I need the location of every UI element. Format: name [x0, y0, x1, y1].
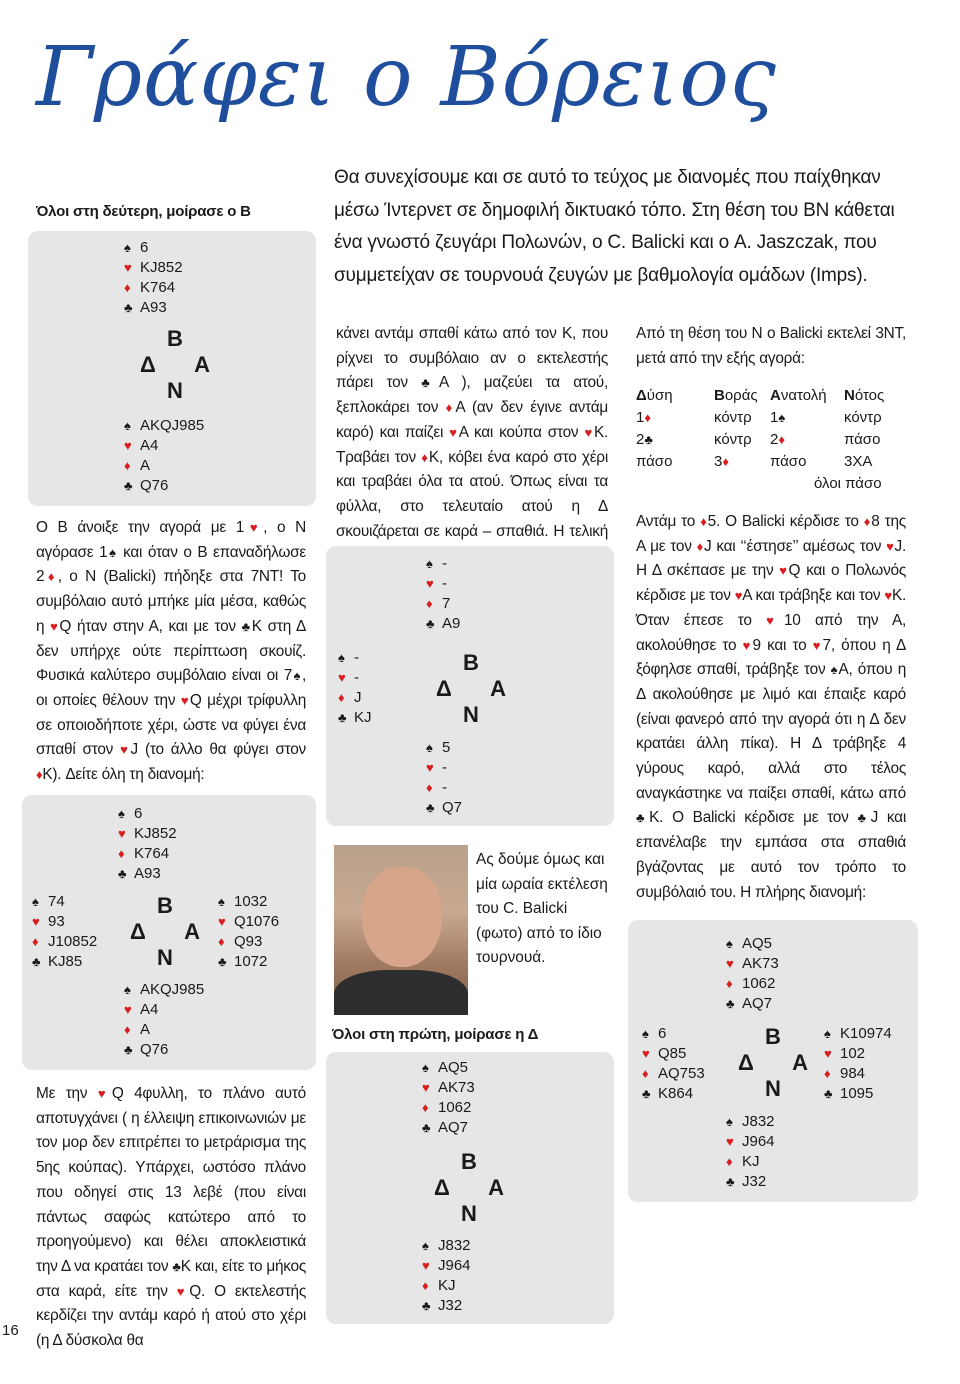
spade-icon: ♠: [218, 894, 225, 909]
south-clubs: J32: [438, 1297, 463, 1314]
text-segment: Q ήταν στην Α, και με τον: [59, 617, 242, 635]
header-south: [844, 385, 904, 407]
spade-icon: ♠: [422, 1060, 429, 1075]
header-rest: νατολή: [780, 387, 827, 404]
heart-icon: ♥: [338, 670, 346, 685]
north-diamonds: K764: [134, 845, 170, 862]
club-icon: ♣: [644, 432, 653, 447]
diamond-icon: ♦: [726, 976, 733, 991]
text-segment: Κ. Ο Balicki κέρδισε με τον: [649, 809, 858, 827]
compass-east: Α: [490, 676, 506, 701]
bid-cell: [714, 451, 770, 473]
east-spades: K10974: [840, 1025, 892, 1042]
heart-icon: ♥: [32, 914, 40, 929]
intro-paragraph: Θα συνεχίσουμε και σε αυτό το τεύχος με διανομές που παίχθηκαν μέσω Ίντερνετ σε δημοφιλή δικτυακό τόπο. Στη θέση του ΒΝ κάθεται ένα γνωστό ζευγάρι Πολωνών, ο C. Balicki και ο A. Jaszczak, που συμμετείχαν σε τουρνουά ζευγών με βαθμολογία ομάδων (Imps).: [334, 167, 895, 286]
deal2-full-compass: [738, 1024, 808, 1104]
bid-cell: [636, 429, 714, 451]
south-diamonds: A: [140, 457, 151, 474]
text-segment: J και ‘‘έστησε’’ αμέσως τον: [703, 537, 887, 555]
text-segment: 10 από την Α, ακολούθησε το: [636, 611, 906, 654]
diamond-icon: ♦: [118, 846, 125, 861]
diamond-icon: ♦: [36, 767, 43, 783]
heart-icon: ♥: [886, 538, 895, 554]
diamond-icon: ♦: [218, 934, 225, 949]
east-diamonds: 984: [840, 1065, 866, 1082]
compass-west: Δ: [738, 1050, 754, 1075]
bid-cell: κόντρ: [714, 409, 752, 426]
spade-icon: ♠: [824, 1026, 831, 1041]
diamond-icon: ♦: [726, 1154, 733, 1169]
north-hearts: AK73: [438, 1079, 475, 1096]
diamond-icon: ♦: [642, 1066, 649, 1081]
compass-south: Ν: [167, 378, 183, 403]
text-segment: Α, όπου η Δ ακολούθησε με λιμό και έπαιξε καρό (είναι φανερό από την αγορά ότι η Δ δεν κρατάει άλλη πίκα). Η Δ τράβηξε 4 γύρους καρό, αλλά στο τέλος αναγκάστηκε να παίξει σπαθί, κάτω από: [636, 661, 907, 802]
north-spades: -: [442, 555, 447, 572]
north-hearts: KJ852: [140, 259, 183, 276]
east-spades: 1032: [234, 893, 268, 910]
text-segment: 7, όπου η Δ ξόφηλσε σπαθί, τράβηξε τον: [636, 636, 907, 679]
text-segment: Α ), μαζεύει τα ατού, ξεπλοκάρει τον: [336, 374, 608, 417]
west-hearts: Q85: [658, 1045, 687, 1062]
bid-value: 3: [714, 453, 723, 470]
bid-cell: πάσο: [844, 431, 881, 448]
diamond-icon: ♦: [124, 280, 131, 295]
compass-north: Β: [167, 326, 183, 351]
south-diamonds: KJ: [742, 1153, 760, 1170]
north-hearts: AK73: [742, 955, 779, 972]
text-segment: J και επανέλαβε την εμπάσα στα σπαθιά βγάζοντας με αυτό τον τρόπο το συμβόλαιό του. Η πλήρης διανομή:: [636, 809, 906, 901]
heart-icon: ♥: [824, 1046, 832, 1061]
club-icon: ♣: [338, 710, 347, 725]
text-segment: Κ, κόβει ένα καρό στο χέρι και τραβάει όλα τα ατού. Όπως είναι τα φύλλα, στο τελευταίο ατού η Δ σκουιζάρεται σε καρά – σπαθιά. Η τελική: [336, 448, 608, 540]
deal2-header: Όλοι στη πρώτη, μοίρασε η Δ: [332, 1026, 539, 1043]
club-icon: ♣: [726, 1174, 735, 1189]
south-hearts: J964: [742, 1133, 775, 1150]
heart-icon: ♥: [244, 520, 264, 535]
spade-icon: ♠: [124, 418, 131, 433]
text-left-1: [36, 516, 306, 788]
heart-icon: ♥: [180, 692, 190, 708]
south-spades: J832: [742, 1113, 775, 1130]
diamond-icon: ♦: [124, 458, 131, 473]
west-diamonds: AQ753: [658, 1065, 705, 1082]
diamond-icon: ♦: [32, 934, 39, 949]
bid-value: 1: [636, 409, 645, 426]
text-right-1: Από τη θέση του Ν ο Balicki εκτελεί 3ΝΤ, μετά από την εξής αγορά:: [636, 325, 906, 367]
compass-south: Ν: [765, 1076, 781, 1101]
north-diamonds: 1062: [438, 1099, 472, 1116]
heart-icon: ♥: [766, 612, 784, 628]
text-segment: Κ). Δείτε όλη τη διανομή:: [42, 766, 205, 784]
compass-east: Α: [792, 1050, 808, 1075]
south-hearts: J964: [438, 1257, 471, 1274]
heart-icon: ♥: [734, 588, 743, 604]
ending-south: [426, 738, 462, 818]
spade-icon: ♠: [426, 556, 433, 571]
deal2-full-north: [726, 934, 779, 1014]
all-pass: όλοι πάσο: [814, 475, 882, 492]
south-hearts: A4: [140, 437, 159, 454]
south-diamonds: KJ: [438, 1277, 456, 1294]
spade-icon: ♠: [32, 894, 39, 909]
spade-icon: ♠: [726, 936, 733, 951]
club-icon: ♣: [426, 616, 435, 631]
bidding-row: [636, 407, 904, 429]
heart-icon: ♥: [218, 914, 226, 929]
ending-panel: [326, 546, 614, 826]
south-clubs: Q76: [140, 477, 169, 494]
spade-icon: ♠: [124, 240, 131, 255]
text-segment: Με την: [36, 1085, 98, 1102]
compass-north: Β: [463, 650, 479, 675]
deal2-full-south: [726, 1112, 775, 1192]
diamond-icon: ♦: [445, 400, 456, 416]
spade-icon: ♠: [642, 1026, 649, 1041]
east-hearts: Q1076: [234, 913, 280, 930]
west-diamonds: J: [354, 689, 362, 706]
header-north: [714, 385, 770, 407]
text-segment: , οι οποίες θέλουν την: [36, 667, 306, 709]
spade-icon: ♠: [778, 410, 786, 425]
club-icon: ♣: [422, 1120, 431, 1135]
club-icon: ♣: [824, 1086, 833, 1101]
diamond-icon: ♦: [824, 1066, 831, 1081]
compass-west: Δ: [436, 676, 452, 701]
spade-icon: ♠: [124, 982, 131, 997]
header-initial: Β: [714, 387, 725, 404]
club-icon: ♣: [124, 478, 133, 493]
deal1-header: Όλοι στη δεύτερη, μοίρασε ο Β: [36, 203, 251, 220]
text-segment: Α και τράβηξε και τον: [742, 587, 885, 605]
deal1-full-east: [218, 892, 279, 972]
page-number: 16: [2, 1322, 19, 1339]
club-icon: ♣: [726, 996, 735, 1011]
deal1-panel: [28, 231, 316, 506]
bid-cell: κόντρ: [844, 409, 882, 426]
diamond-icon: ♦: [422, 1100, 429, 1115]
diamond-icon: ♦: [863, 514, 872, 529]
west-hearts: 93: [48, 913, 65, 930]
text-segment: Q μέχρι τρίφυλλη σε οποιοδήποτε χέρι, ώστε να φύγει ένα σπαθί στον: [36, 691, 307, 759]
header-east: [770, 385, 844, 407]
spade-icon: ♠: [726, 1114, 733, 1129]
bid-cell: [770, 429, 844, 451]
compass-east: Α: [488, 1175, 504, 1200]
deal2-north: [422, 1058, 475, 1138]
compass-south: Ν: [461, 1201, 477, 1226]
south-hearts: -: [442, 759, 447, 776]
text-segment: Κ και, είτε το μήκος στα καρά, είτε την: [36, 1257, 307, 1300]
text-segment: Q 4φυλλη, το πλάνο αυτό αποτυγχάνει ( η έλλειψη επικοινωνιών με τον μορ δεν επιτρέπει το μετράρισμα της 5ης κούπας). Υπάρχει, ωστόσο πλάνο που οδηγεί στις 13 λεβέ (που είναι πάντως σαφώς κατώτερο από το προηγούμενο) και θέλει αποκλειστικά την Δ να κρατάει τον: [36, 1085, 306, 1275]
club-icon: ♣: [124, 300, 133, 315]
diamond-icon: ♦: [338, 690, 345, 705]
south-hearts: A4: [140, 1001, 159, 1018]
east-diamonds: Q93: [234, 933, 263, 950]
north-diamonds: 1062: [742, 975, 776, 992]
club-icon: ♣: [857, 810, 871, 826]
bid-cell: [770, 407, 844, 429]
text-segment: Αντάμ το: [636, 513, 701, 530]
text-middle: [336, 322, 608, 569]
text-segment: , ο Ν (Balicki) πήδηξε στα 7ΝΤ! Το συμβόλαιο αυτό μπήκε μία μέσα, καθώς η: [36, 568, 306, 635]
bid-value: 1: [770, 409, 779, 426]
bid-cell: [636, 407, 714, 429]
club-icon: ♣: [172, 1258, 181, 1274]
text-segment: και όταν ο Β επαναδήλωσε 2: [36, 543, 307, 586]
deal1-north-hand: [124, 238, 183, 318]
north-clubs: A9: [442, 615, 461, 632]
diamond-icon: ♦: [124, 1022, 131, 1037]
header-west: [636, 385, 714, 407]
north-clubs: A93: [134, 865, 161, 882]
heart-icon: ♥: [642, 1046, 650, 1061]
east-clubs: 1095: [840, 1085, 874, 1102]
text-segment: Κ. Όταν έπεσε το: [636, 587, 906, 629]
deal2-full-east: [824, 1024, 892, 1104]
diamond-icon: ♦: [422, 1278, 429, 1293]
heart-icon: ♥: [812, 637, 823, 653]
diamond-icon: ♦: [421, 449, 429, 465]
south-diamonds: A: [140, 1021, 151, 1038]
spade-icon: ♠: [426, 740, 433, 755]
text-segment: Q και ο Πολωνός κέρδισε με τον: [636, 562, 906, 605]
heart-icon: ♥: [449, 424, 459, 440]
south-spades: AKQJ985: [140, 417, 205, 434]
shirt-shape: [334, 970, 468, 1015]
text-segment: Q. Ο εκτελεστής κερδίζει την αντάμ καρό ή ατού στο χέρι (η Δ δύσκολα θα: [36, 1282, 306, 1350]
compass-south: Ν: [463, 702, 479, 727]
spade-icon: ♠: [422, 1238, 429, 1253]
header-initial: Δ: [636, 387, 647, 404]
south-spades: 5: [442, 739, 451, 756]
text-segment: J (το άλλο θα φύγει στον: [130, 741, 307, 759]
north-hearts: -: [442, 575, 447, 592]
ending-compass: [436, 650, 506, 730]
text-segment: 8 της Α με τον: [636, 513, 906, 555]
text-segment: Α (αν δεν έγινε αντάμ καρό) και παίζει: [336, 399, 608, 441]
deal2-south: [422, 1236, 471, 1316]
diamond-icon: ♦: [426, 780, 433, 795]
deal1-full-panel: [22, 795, 316, 1070]
spade-icon: ♠: [118, 806, 125, 821]
header-rest: ότος: [854, 387, 885, 404]
compass-north: Β: [157, 893, 173, 918]
club-icon: ♣: [32, 954, 41, 969]
compass-north: Β: [765, 1024, 781, 1049]
club-icon: ♣: [124, 1042, 133, 1057]
club-icon: ♣: [636, 810, 650, 826]
heart-icon: ♥: [124, 438, 132, 453]
club-icon: ♣: [241, 618, 252, 634]
north-hearts: KJ852: [134, 825, 177, 842]
bidding-table: [636, 385, 904, 473]
north-diamonds: 7: [442, 595, 451, 612]
compass-east: Α: [194, 352, 210, 377]
text-segment: κάνει αντάμ σπαθί κάτω από τον Κ, που ρίχνει το συμβόλαιο αν ο εκτελεστής πάρει τον: [336, 325, 608, 392]
north-clubs: A93: [140, 299, 167, 316]
north-spades: AQ5: [438, 1059, 469, 1076]
bid-cell: πάσο: [770, 453, 807, 470]
header-rest: οράς: [724, 387, 758, 404]
heart-icon: ♥: [97, 1086, 112, 1101]
west-spades: -: [354, 649, 359, 666]
diamond-icon: ♦: [696, 538, 704, 554]
west-clubs: KJ85: [48, 953, 83, 970]
west-hearts: -: [354, 669, 359, 686]
text-segment: 5. Ο Balicki κέρδισε το: [707, 513, 864, 530]
deal2-panel: [326, 1052, 614, 1324]
bid-value: 2: [770, 431, 779, 448]
heart-icon: ♥: [426, 576, 434, 591]
north-clubs: AQ7: [742, 995, 773, 1012]
heart-icon: ♥: [726, 956, 734, 971]
photo-caption: Ας δούμε όμως και μία ωραία εκτέλεση του C. Balicki (φωτο) από το ίδιο τουρνουά.: [476, 851, 608, 966]
compass-south: Ν: [157, 945, 173, 970]
deal2-full-west: [642, 1024, 705, 1104]
deal1-full-south: [124, 980, 204, 1060]
diamond-icon: ♦: [44, 569, 58, 585]
page-title: Γράφει ο Βόρειος: [36, 30, 777, 125]
text-right-2: [636, 510, 906, 905]
south-clubs: Q7: [442, 799, 463, 816]
deal2-compass: [434, 1149, 504, 1229]
bidding-row: [636, 451, 904, 473]
heart-icon: ♥: [779, 563, 789, 579]
text-segment: J. Η Δ σκέπασε με την: [636, 537, 907, 580]
deal1-south-hand: [124, 416, 204, 496]
compass-north: Β: [461, 1149, 477, 1174]
deal2-full-panel: [628, 920, 918, 1202]
face-shape: [362, 867, 442, 967]
spade-icon: ♠: [338, 650, 345, 665]
bid-cell: 3ΧΑ: [844, 453, 873, 470]
heart-icon: ♥: [426, 760, 434, 775]
player-photo: [334, 845, 468, 1015]
ending-west: [338, 648, 372, 728]
south-spades: J832: [438, 1237, 471, 1254]
spade-icon: ♠: [830, 662, 839, 678]
west-spades: 6: [658, 1025, 667, 1042]
north-spades: 6: [140, 239, 149, 256]
east-clubs: 1072: [234, 953, 268, 970]
compass-west: Δ: [130, 919, 146, 944]
heart-icon: ♥: [50, 618, 60, 634]
text-segment: Κ στη Δ δεν υπήρχε ούτε περίπτωση σκουίζ. Φυσικά καλύτερο συμβόλαιο είναι οι 7: [36, 617, 307, 685]
club-icon: ♣: [426, 800, 435, 815]
west-clubs: KJ: [354, 709, 372, 726]
diamond-icon: ♦: [426, 596, 433, 611]
south-spades: AKQJ985: [140, 981, 205, 998]
heart-icon: ♥: [124, 260, 132, 275]
heart-icon: ♥: [884, 588, 892, 604]
text-segment: , ο Ν αγόρασε 1: [36, 519, 306, 561]
header-initial: Ν: [844, 387, 855, 404]
text-segment: Α και κούπα στον: [458, 423, 585, 441]
west-diamonds: J10852: [48, 933, 98, 950]
club-icon: ♣: [422, 1298, 431, 1313]
south-clubs: J32: [742, 1173, 767, 1190]
heart-icon: ♥: [120, 742, 131, 758]
heart-icon: ♥: [422, 1080, 430, 1095]
deal1-compass: [140, 326, 210, 406]
deal1-full-north: [118, 804, 177, 884]
north-clubs: AQ7: [438, 1119, 469, 1136]
bidding-row: [636, 429, 904, 451]
east-hearts: 102: [840, 1045, 866, 1062]
club-icon: ♣: [218, 954, 227, 969]
spade-icon: ♠: [107, 544, 118, 560]
north-spades: AQ5: [742, 935, 773, 952]
header-initial: Α: [770, 387, 781, 404]
heart-icon: ♥: [584, 424, 594, 440]
bid-value: 2: [636, 431, 645, 448]
diamond-icon: ♦: [644, 410, 651, 425]
south-clubs: Q76: [140, 1041, 169, 1058]
heart-icon: ♥: [742, 637, 753, 653]
club-icon: ♣: [642, 1086, 651, 1101]
north-diamonds: K764: [140, 279, 176, 296]
heart-icon: ♥: [176, 1283, 190, 1299]
compass-west: Δ: [434, 1175, 450, 1200]
text-left-2: [36, 1082, 306, 1354]
heart-icon: ♥: [118, 826, 126, 841]
heart-icon: ♥: [422, 1258, 430, 1273]
text-segment: Ο Β άνοιξε την αγορά με 1: [36, 519, 245, 536]
diamond-icon: ♦: [722, 454, 729, 469]
club-icon: ♣: [118, 866, 127, 881]
bid-cell: κόντρ: [714, 431, 752, 448]
compass-east: Α: [184, 919, 200, 944]
south-diamonds: -: [442, 779, 447, 796]
west-clubs: K864: [658, 1085, 694, 1102]
ending-north: [426, 554, 460, 634]
deal1-full-compass: [130, 893, 200, 973]
club-icon: ♣: [421, 375, 439, 391]
deal1-full-west: [32, 892, 97, 972]
text-segment: Κ. Τραβάει τον: [336, 423, 609, 466]
header-rest: ύση: [646, 387, 673, 404]
compass-west: Δ: [140, 352, 156, 377]
bid-cell: πάσο: [636, 453, 673, 470]
heart-icon: ♥: [726, 1134, 734, 1149]
north-spades: 6: [134, 805, 143, 822]
diamond-icon: ♦: [700, 514, 708, 529]
diamond-icon: ♦: [778, 432, 785, 447]
heart-icon: ♥: [124, 1002, 132, 1017]
west-spades: 74: [48, 893, 65, 910]
text-segment: 9 και το: [752, 636, 813, 654]
bidding-header-row: [636, 385, 904, 407]
spade-icon: ♠: [292, 668, 302, 684]
